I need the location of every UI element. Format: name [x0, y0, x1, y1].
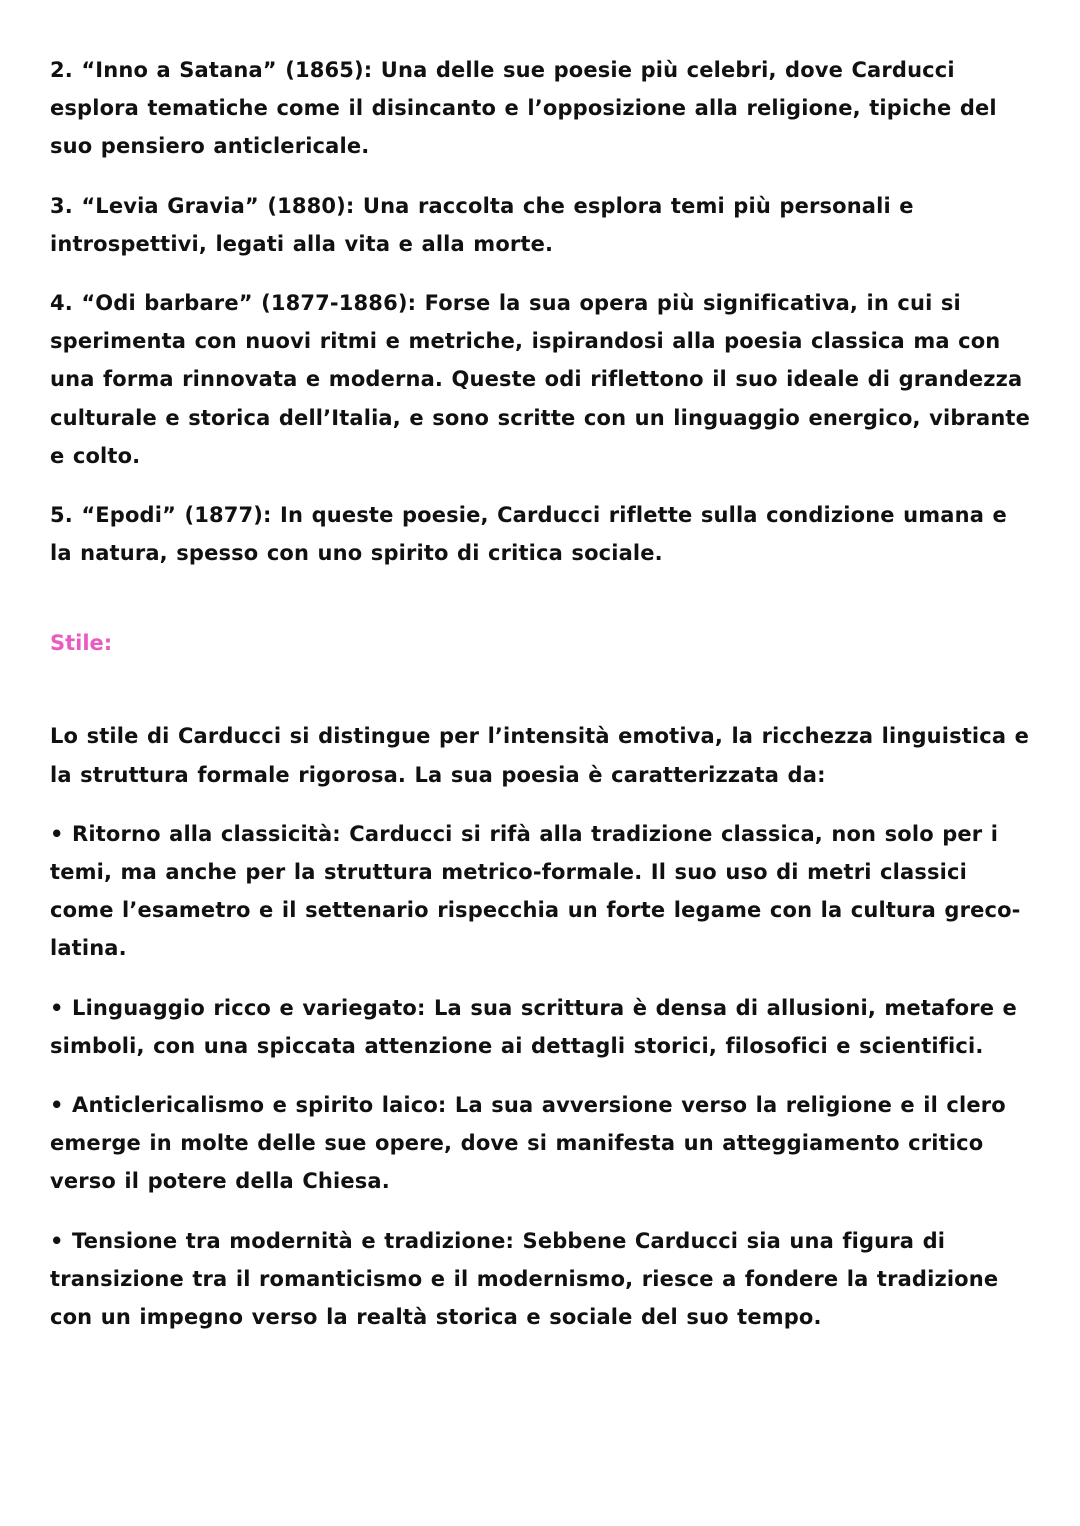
bullet-icon: • [50, 995, 64, 1020]
work-item-odi-barbare: 4. “Odi barbare” (1877-1886): Forse la sua opera più significativa, in cui si sperimenta con nuovi ritmi e metriche, ispirandosi alla poesia classica ma con una forma rinnovata e moderna. Queste odi riflettono il suo ideale di grandezza culturale e storica dell’Italia, e sono scritte con un linguaggio energico, vibrante e colto. [50, 291, 1031, 468]
work-item-epodi: 5. “Epodi” (1877): In queste poesie, Carducci riflette sulla condizione umana e la natura, spesso con uno spirito di critica sociale. [50, 503, 1007, 566]
bullet-item-linguaggio [50, 989, 1035, 1065]
bullet-text: Ritorno alla classicità: Carducci si rifà alla tradizione classica, non solo per i temi, ma anche per la struttura metrico-formale. Il suo uso di metri classici come l’esametro e il settenario rispecchia un forte legame con la cultura greco-latina. [50, 821, 1021, 961]
work-item-levia-gravia: 3. “Levia Gravia” (1880): Una raccolta che esplora temi più personali e introspettivi, legati alla vita e alla morte. [50, 193, 914, 256]
bullet-text: Linguaggio ricco e variegato: La sua scrittura è densa di allusioni, metafore e simboli, con una spiccata attenzione ai dettagli storici, filosofici e scientifici. [50, 995, 1017, 1058]
style-intro: Lo stile di Carducci si distingue per l’intensità emotiva, la ricchezza linguistica e la struttura formale rigorosa. La sua poesia è caratterizzata da: [50, 724, 1030, 787]
document-page [50, 51, 1035, 1336]
work-item-inno-a-satana: 2. “Inno a Satana” (1865): Una delle sue poesie più celebri, dove Carducci esplora tematiche come il disincanto e l’opposizione alla religione, tipiche del suo pensiero anticlericale. [50, 58, 997, 159]
style-section [50, 624, 1035, 1336]
bullet-item-tensione [50, 1222, 1035, 1337]
works-list [50, 51, 1035, 572]
section-heading-stile: Stile: [50, 631, 113, 656]
bullet-text: Anticlericalismo e spirito laico: La sua avversione verso la religione e il clero emerge in molte delle sue opere, dove si manifesta un atteggiamento critico verso il potere della Chiesa. [50, 1093, 1006, 1194]
bullet-item-anticlericalismo [50, 1086, 1035, 1201]
bullet-text: Tensione tra modernità e tradizione: Sebbene Carducci sia una figura di transizione tra il romanticismo e il modernismo, riesce a fondere la tradizione con un impegno verso la realtà storica e sociale del suo tempo. [50, 1228, 999, 1330]
bullet-icon: • [50, 1228, 64, 1253]
bullet-icon: • [50, 1093, 64, 1118]
style-bullet-list [50, 815, 1035, 1336]
bullet-icon: • [50, 821, 64, 846]
bullet-item-classicita [50, 815, 1035, 968]
